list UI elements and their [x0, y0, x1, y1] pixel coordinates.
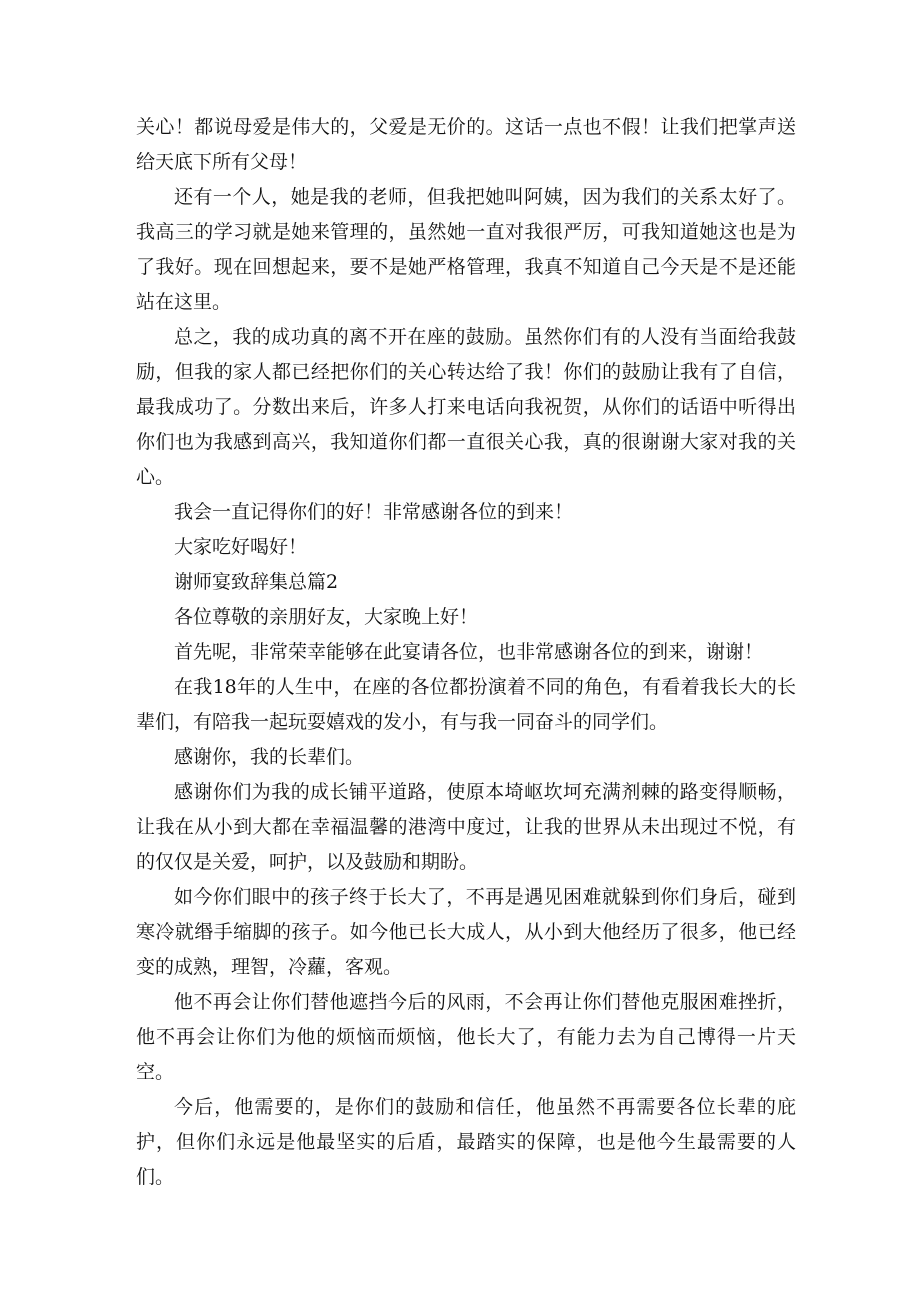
paragraph-8: 首先呢，非常荣幸能够在此宴请各位，也非常感谢各位的到来，谢谢！: [174, 641, 764, 663]
paragraph-3: 总之，我的成功真的离不开在座的鼓励。虽然你们有的人没有当面给我鼓励，但我的家人都已经把你们的关心转达给了我！你们的鼓励让我有了自信，最我成功了。分数出来后，许多人打来电话向我祝贺，从你们的话语中听得出你们也为我感到高兴，我知道你们都一直很关心我，真的很谢谢大家对我的关心。: [136, 326, 796, 488]
paragraph-2: 还有一个人，她是我的老师，但我把她叫阿姨，因为我们的关系太好了。我高三的学习就是她来管理的，虽然她一直对我很严厉，可我知道她这也是为了我好。现在回想起来，要不是她严格管理，我真不知道自己今天是不是还能站在这里。: [136, 186, 796, 313]
document-body: [136, 110, 796, 1195]
paragraph-7: 各位尊敬的亲朋好友，大家晚上好！: [174, 606, 479, 628]
paragraph-4: 我会一直记得你们的好！非常感谢各位的到来！: [174, 501, 574, 523]
paragraph-12: 如今你们眼中的孩子终于长大了，不再是遇见困难就躲到你们身后，碰到寒冷就缗手缩脚的孩子。如今他已长大成人，从小到大他经历了很多，他已经变的成熟，理智，冷蘿，客观。: [136, 886, 796, 978]
paragraph-11: 感谢你们为我的成长铺平道路，使原本埼岖坎坷充满剂棘的路变得顺畅，让我在从小到大都在幸福温馨的港湾中度过，让我的世界从未出现过不悦，有的仅仅是关爱，呵护，以及鼓励和期盼。: [136, 781, 796, 873]
section-heading: 谢师宴致辞集总篇2: [174, 571, 339, 593]
paragraph-10: 感谢你，我的长辈们。: [174, 746, 365, 768]
paragraph-1: 关心！都说母爱是伟大的，父爱是无价的。这话一点也不假！让我们把掌声送给天底下所有父母！: [136, 116, 796, 173]
paragraph-13: 他不再会让你们替他遮挡今后的风雨，不会再让你们替他克服困难挫折，他不再会让你们为他的烦恼而烦恼，他长大了，有能力去为自己博得一片天空。: [136, 991, 796, 1083]
paragraph-9: 在我18年的人生中，在座的各位都扮演着不同的角色，有看着我长大的长辈们，有陪我一起玩耍嬉戏的发小，有与我一同奋斗的同学们。: [136, 676, 796, 733]
paragraph-14: 今后，他需要的，是你们的鼓励和信任，他虽然不再需要各位长辈的庇护，但你们永远是他最坚实的后盾，最踏实的保障，也是他今生最需要的人们。: [136, 1096, 796, 1188]
paragraph-5: 大家吃好喝好！: [174, 536, 308, 558]
